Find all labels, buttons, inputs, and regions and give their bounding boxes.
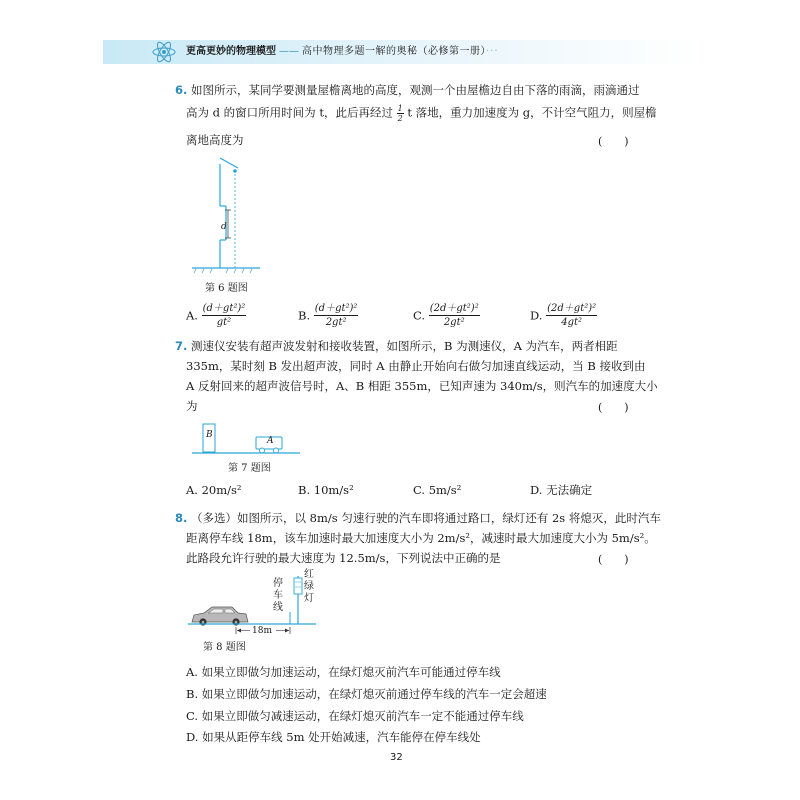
q6-option-c-fraction bbox=[429, 302, 480, 329]
q7-figure-label-a: A bbox=[267, 436, 274, 446]
q6-option-a-fraction bbox=[202, 302, 247, 329]
q8-light-char-2: 绿 bbox=[304, 581, 314, 592]
q6-option-a-label: A. bbox=[186, 308, 198, 323]
q6-line2 bbox=[186, 104, 657, 123]
q6-text-2a: 高为 d 的窗口所用时间为 t，此后再经过 bbox=[186, 105, 393, 120]
q6-text-3: 离地高度为 bbox=[186, 133, 244, 147]
q6-text-2b: t 落地，重力加速度为 g，不计空气阻力，则屋檐 bbox=[407, 105, 657, 120]
q8-stopline-char-3: 线 bbox=[273, 602, 283, 613]
q8-caption: 第 8 题图 bbox=[203, 642, 246, 653]
q6-number: 6. bbox=[175, 83, 188, 97]
q6-option-c-num: (2d＋gt²)² bbox=[429, 303, 479, 314]
q6-option-d-fraction bbox=[546, 302, 597, 329]
q7-option-d: D. 无法确定 bbox=[530, 483, 593, 497]
q7-text-1: 测速仪安装有超声波发射和接收装置，如图所示，B 为测速仪，A 为汽车，两者相距 bbox=[191, 339, 618, 353]
book-subtitle: 高中物理多题一解的奥秘（必修第一册） bbox=[302, 46, 486, 57]
q6-option-d-den: 4gt² bbox=[561, 317, 583, 328]
q6-option-b-den: 2gt² bbox=[325, 317, 347, 328]
q7-answer-paren: ( ) bbox=[598, 401, 629, 414]
q8-option-a: A. 如果立即做匀加速运动，在绿灯熄灭前汽车可能通过停车线 bbox=[186, 665, 501, 679]
q7-text-4: 为 bbox=[186, 399, 198, 413]
q6-half-fraction bbox=[397, 104, 404, 123]
q6-caption: 第 6 题图 bbox=[205, 283, 248, 294]
q7-text-3: A 反射回来的超声波信号时，A、B 相距 355m，已知声速为 340m/s，则汽车的加速度大小 bbox=[186, 379, 658, 393]
q7-text-2: 335m，某时刻 B 发出超声波，同时 A 由静止开始向右做匀加速直线运动，当 B 接收到由 bbox=[186, 359, 646, 373]
q6-option-d bbox=[530, 302, 597, 329]
q8-text-1: （多选）如图所示，以 8m/s 匀速行驶的汽车即将通过路口，绿灯还有 2s 将熄灭，此时汽车 bbox=[191, 511, 661, 525]
q7-option-b: B. 10m/s² bbox=[298, 483, 354, 497]
q8-distance-label: 18m bbox=[252, 626, 272, 636]
atom-logo-icon bbox=[150, 40, 178, 64]
q7-option-a: A. 20m/s² bbox=[186, 483, 242, 497]
q6-figure-label-d: d bbox=[221, 222, 227, 232]
q6-option-b-fraction bbox=[314, 302, 359, 329]
q8-stopline-char-2: 车 bbox=[273, 590, 283, 601]
book-title: 更高更妙的物理模型 bbox=[186, 46, 276, 57]
q8-option-b: B. 如果立即做匀加速运动，在绿灯熄灭前通过停车线的汽车一定会超速 bbox=[186, 687, 547, 701]
q8-text-2: 距离停车线 18m，该车加速时最大加速度大小为 2m/s²，减速时最大加速度大小为 5m/s²。 bbox=[186, 531, 656, 545]
q8-light-char-3: 灯 bbox=[304, 593, 314, 604]
q7-number: 7. bbox=[175, 339, 188, 353]
q6-option-c bbox=[413, 302, 480, 329]
q6-option-b bbox=[298, 302, 358, 329]
q8-light-label bbox=[304, 569, 316, 605]
q6-text-1: 如图所示，某同学要测量屋檐离地的高度，观测一个由屋檐边自由下落的雨滴，雨滴通过 bbox=[191, 83, 640, 97]
q8-light-char-1: 红 bbox=[304, 569, 314, 580]
running-header bbox=[186, 45, 499, 59]
q8-text-3: 此路段允许行驶的最大速度为 12.5m/s，下列说法中正确的是 bbox=[186, 551, 501, 565]
q8-option-c: C. 如果立即做匀减速运动，在绿灯熄灭前汽车一定不能通过停车线 bbox=[186, 709, 524, 723]
q6-option-a-den: gt² bbox=[216, 317, 232, 328]
q8-option-d: D. 如果从距停车线 5m 处开始减速，汽车能停在停车线处 bbox=[186, 730, 481, 744]
q6-option-d-num: (2d＋gt²)² bbox=[547, 303, 597, 314]
q8-stopline-char-1: 停 bbox=[273, 578, 283, 589]
q6-option-d-label: D. bbox=[530, 308, 543, 323]
q7-option-c: C. 5m/s² bbox=[413, 483, 462, 497]
q8-answer-paren: ( ) bbox=[598, 553, 629, 566]
q6-option-a-num: (d＋gt²)² bbox=[202, 303, 246, 314]
q6-half-num: 1 bbox=[397, 104, 403, 113]
q6-option-c-label: C. bbox=[413, 308, 426, 323]
q7-caption: 第 7 题图 bbox=[228, 463, 271, 474]
q7-line1 bbox=[175, 338, 618, 354]
header-dash: —— bbox=[279, 46, 299, 57]
q8-line1 bbox=[175, 510, 661, 526]
q6-line1 bbox=[175, 82, 640, 98]
q6-option-b-label: B. bbox=[298, 308, 311, 323]
q8-stopline-label bbox=[273, 578, 285, 614]
header-dots: ··· bbox=[486, 46, 499, 57]
page-number: 32 bbox=[390, 752, 403, 763]
q6-half-den: 2 bbox=[397, 114, 403, 123]
q6-option-a bbox=[186, 302, 246, 329]
q6-option-c-den: 2gt² bbox=[443, 317, 465, 328]
q6-answer-paren: ( ) bbox=[598, 135, 629, 148]
q7-figure-label-b: B bbox=[206, 430, 213, 440]
q6-figure bbox=[188, 150, 268, 275]
q6-option-b-num: (d＋gt²)² bbox=[314, 303, 358, 314]
q8-number: 8. bbox=[175, 511, 188, 525]
